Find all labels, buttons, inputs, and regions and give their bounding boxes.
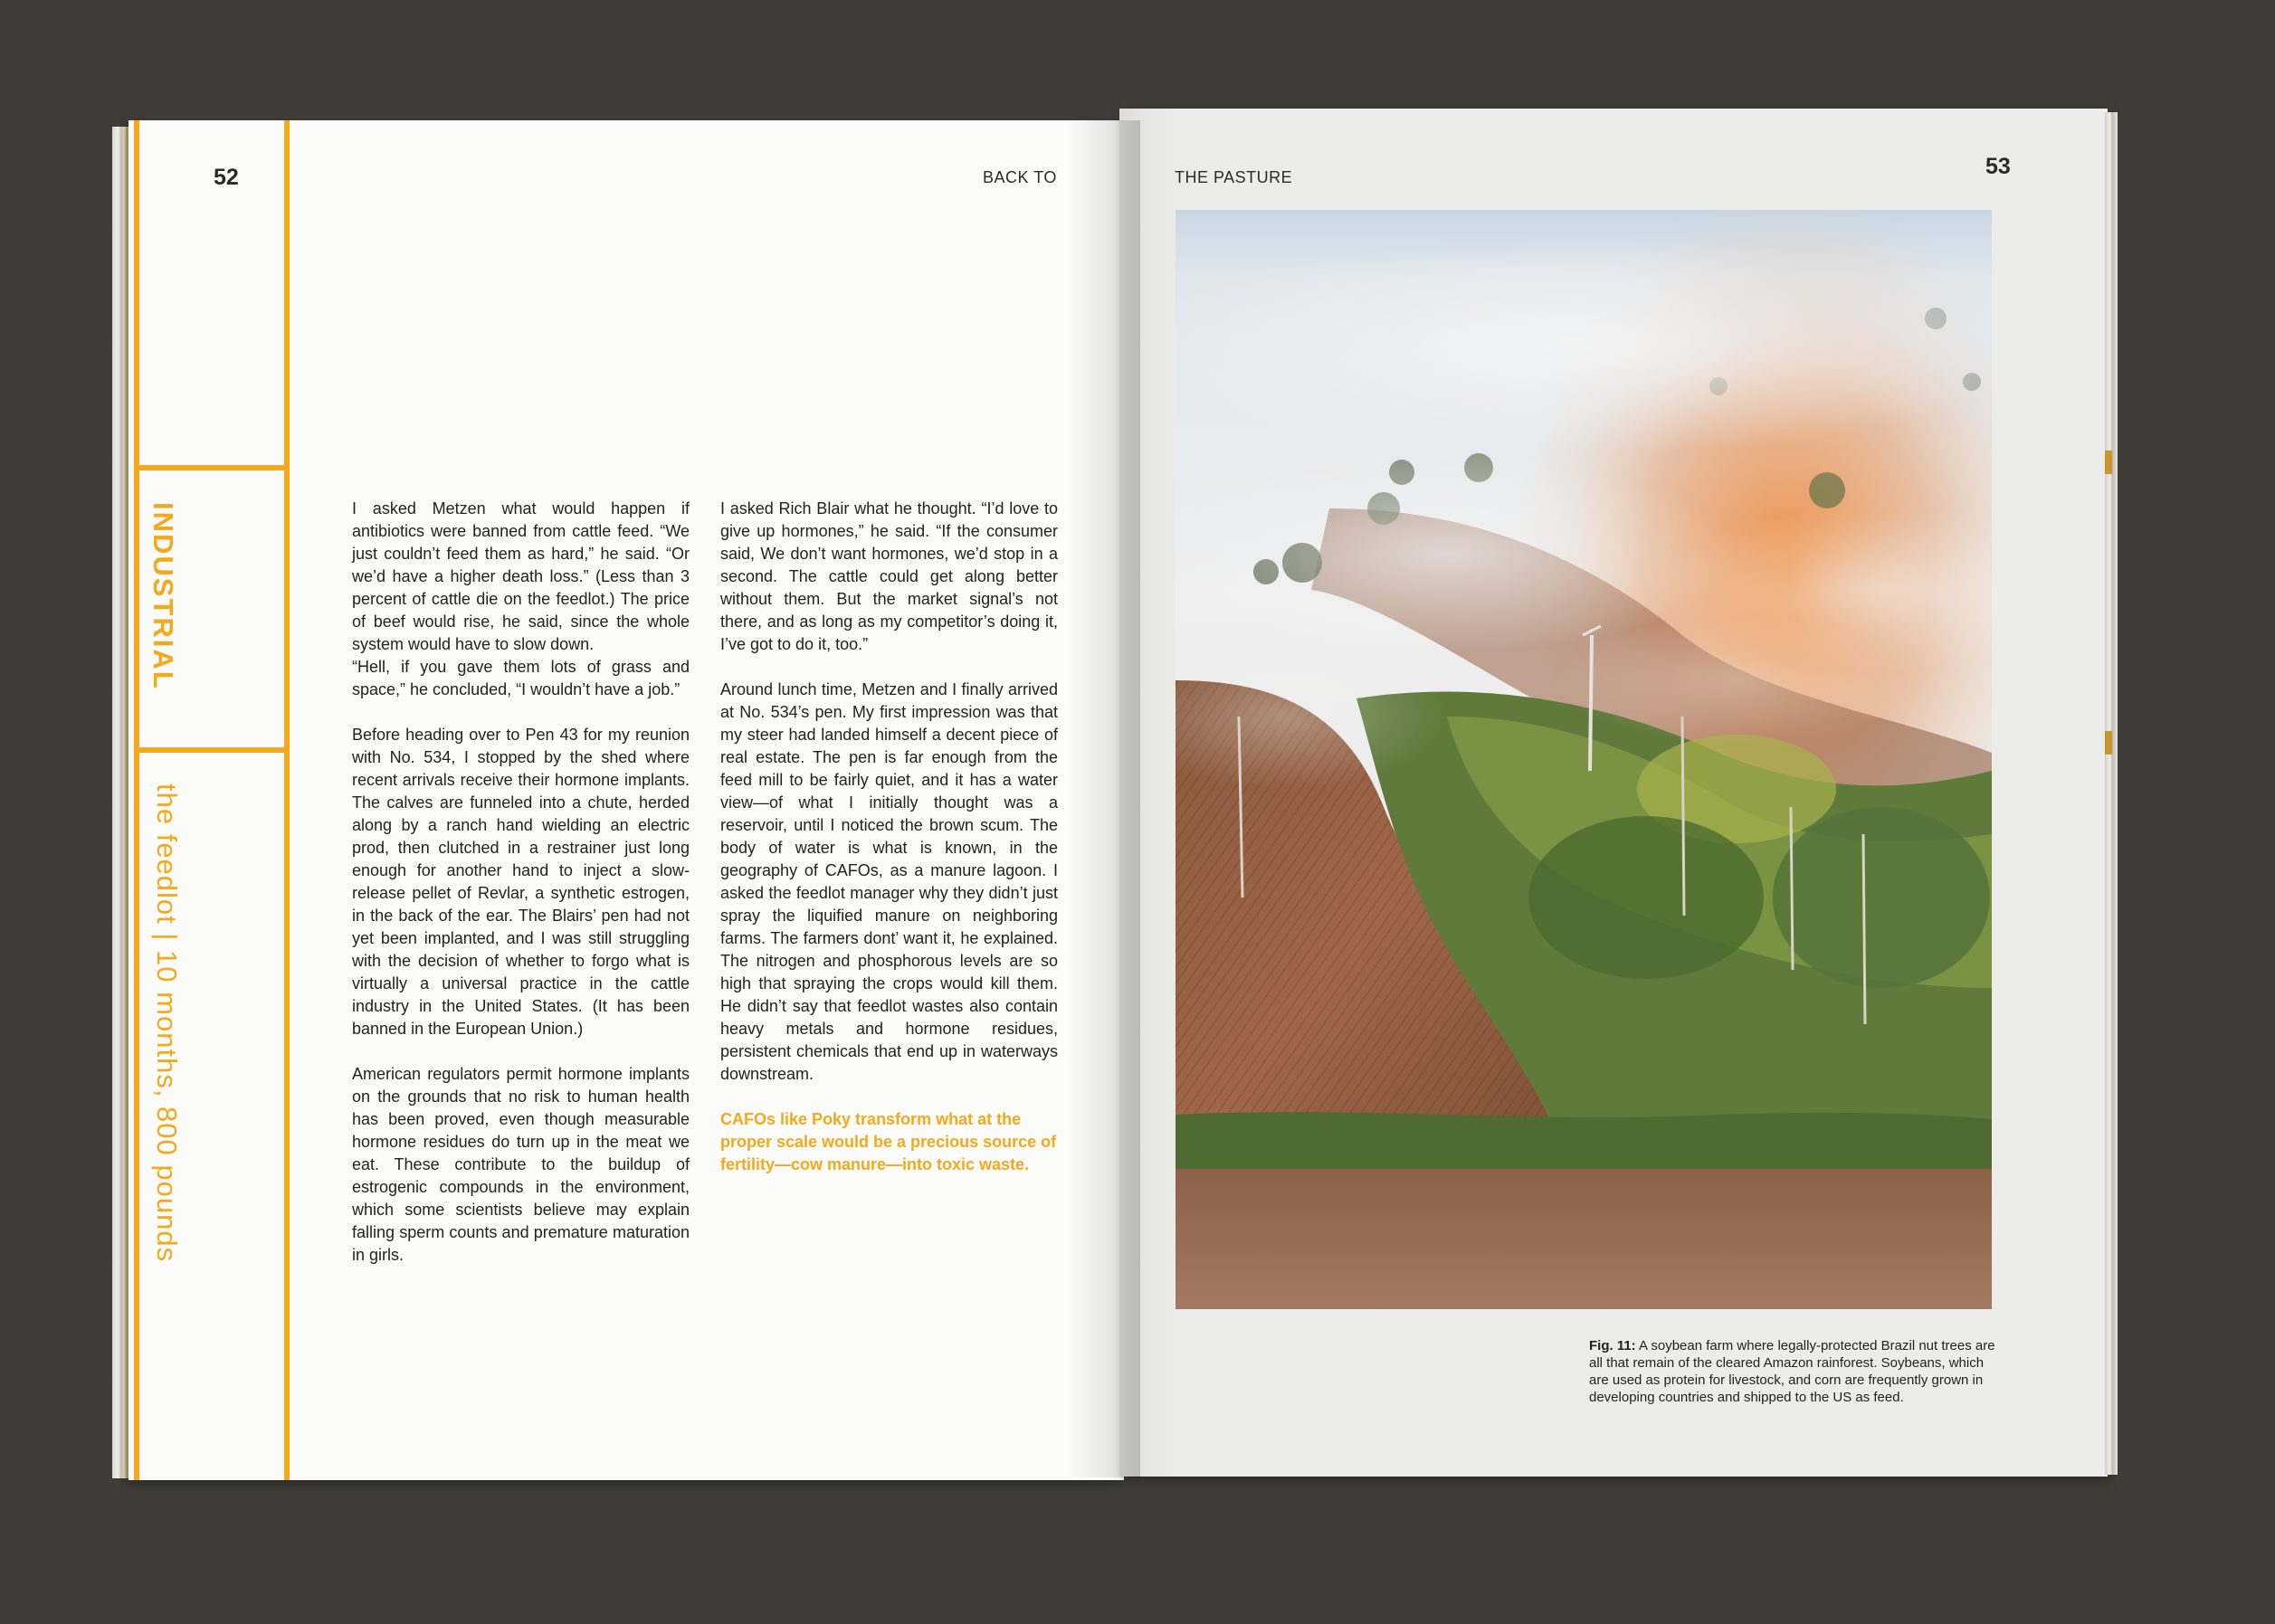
right-page-edges [2105, 112, 2118, 1475]
edge-tab-mark [2105, 731, 2112, 755]
soybean-farm-photo [1176, 210, 1992, 1309]
paragraph: American regulators permit hormone implants on the grounds that no risk to human health has been proved, even though measurable hormone residues do turn up in the meat we eat. These contribute to the buildup of estrogenic compounds in the environment, which some scientists believe may explain falling sperm counts and premature maturation in girls. [352, 1065, 690, 1264]
orange-rule-top [134, 465, 290, 470]
figure-caption [1589, 1337, 1996, 1406]
orange-rule-inner [284, 120, 290, 1480]
orange-rule-outer [134, 120, 139, 1480]
paragraph: Before heading over to Pen 43 for my reunion with No. 534, I stopped by the shed where recent arrivals receive their hormone implants. The calves are funneled into a chute, herded along by a ranch hand wielding an electric prod, then clutched in a restrainer just long enough for another hand to inject a slow-release pellet of Revlar, a synthetic estrogen, in the back of the ear. The Blairs’ pen had not yet been implanted, and I was still struggling with the decision of whether to forgo what is virtually a universal practice in the cattle industry in the United States. (It has been banned in the European Union.) [352, 726, 690, 1038]
page-number-left: 52 [214, 165, 239, 190]
section-title: INDUSTRIAL [148, 502, 179, 690]
text-column-1 [352, 498, 690, 1289]
page-number-right: 53 [1985, 154, 2011, 179]
paragraph: I asked Rich Blair what he thought. “I’d love to give up hormones,” he said. “If the consumer said, We don’t want hormones, we’d stop in a second. The cattle could get along better without them. But the market signal’s not there, and as long as my competitor’s doing it, I’ve got to do it, too.” [720, 499, 1058, 653]
running-head-left: BACK TO [983, 168, 1057, 186]
running-head-right: THE PASTURE [1175, 168, 1293, 186]
caption-text: A soybean farm where legally-protected Brazil nut trees are all that remain of the cleared Amazon rainforest. Soybeans, which are used as protein for livestock, and corn are frequently grown in developing countries and shipped to the US as feed. [1589, 1338, 1995, 1405]
caption-label: Fig. 11: [1589, 1338, 1636, 1353]
section-subtitle: the feedlot | 10 months, 800 pounds [151, 784, 183, 1263]
text-column-2 [720, 498, 1058, 1199]
paragraph: “Hell, if you gave them lots of grass and space,” he concluded, “I wouldn’t have a job.” [352, 658, 690, 698]
pull-quote: CAFOs like Poky transform what at the proper scale would be a precious source of fertility—cow manure—into toxic waste. [720, 1110, 1057, 1173]
orange-rule-bottom [134, 747, 290, 753]
edge-tab-mark [2105, 451, 2112, 474]
paragraph: I asked Metzen what would happen if antibiotics were banned from cattle feed. “We just couldn’t feed them as hard,” he said. “Or we’d have a higher death loss.” (Less than 3 percent of cattle die on the feedlot.) The price of beef would rise, he said, since the whole system would have to slow down. [352, 499, 690, 653]
paragraph: Around lunch time, Metzen and I finally arrived at No. 534’s pen. My first impression was that my steer had landed himself a decent piece of real estate. The pen is far enough from the feed mill to be fairly quiet, and it has a water view—of what I initially thought was a reservoir, until I noticed the brown scum. The body of water is what is known, in the geography of CAFOs, as a manure lagoon. I asked the feedlot manager why they didn’t just spray the liquified manure on neighboring farms. The farmers dont’ want it, he explained. The nitrogen and phosphorous levels are so high that spraying the crops would kill them. He didn’t say that feedlot wastes also contain heavy metals and hormone residues, persistent chemicals that end up in waterways downstream. [720, 680, 1058, 1083]
